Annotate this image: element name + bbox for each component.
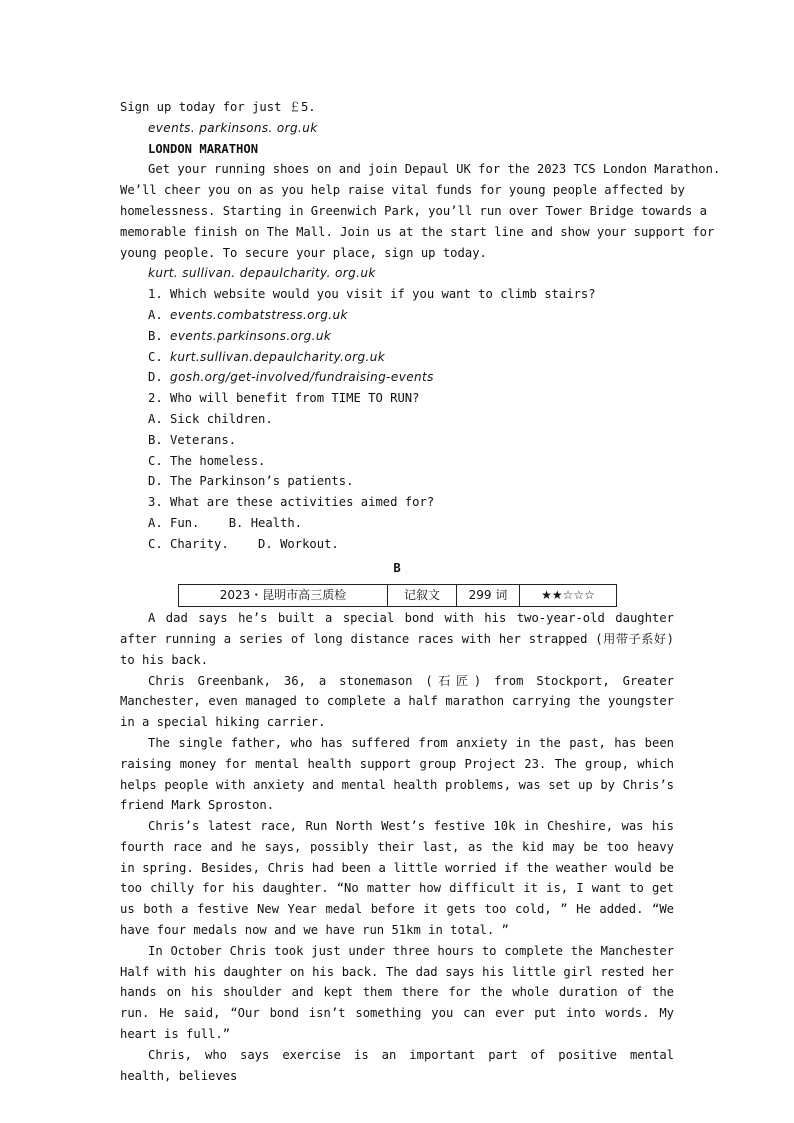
- option-letter: C.: [148, 349, 163, 364]
- option-letter: A.: [148, 307, 163, 322]
- passage-paragraph-6: Chris, who says exercise is an important part of positive mental health, believes: [120, 1047, 674, 1083]
- passage-source: 2023・昆明市高三质检: [179, 585, 388, 607]
- signup-line: Sign up today for just ￡5.: [120, 100, 316, 114]
- passage-word-count: 299 词: [457, 585, 520, 607]
- passage-difficulty-stars: ★★☆☆☆: [520, 585, 617, 607]
- option-letter: B.: [148, 328, 163, 343]
- question-1: 1. Which website would you visit if you want to climb stairs?: [148, 287, 596, 302]
- signup-url: events. parkinsons. org.uk: [148, 120, 318, 135]
- option-text: events.parkinsons.org.uk: [170, 328, 332, 343]
- passage-paragraph-3: The single father, who has suffered from anxiety in the past, has been raising money for mental health support group Project 23. The group, which helps people with anxiety and mental health problems, was set up by Chris’s friend Mark Sproston.: [120, 735, 674, 813]
- option-letter: D.: [148, 370, 163, 385]
- passage-genre: 记叙文: [388, 585, 457, 607]
- q2-option-b: B. Veterans.: [148, 432, 237, 447]
- passage-paragraph-2: Chris Greenbank, 36, a stonemason (石匠) from Stockport, Greater Manchester, even managed to complete a half marathon carrying the youngster in a special hiking carrier.: [120, 673, 674, 730]
- q1-option-d: [120, 367, 674, 388]
- passage-paragraph-1: A dad says he’s built a special bond with his two-year-old daughter after running a series of long distance races with her strapped (用带子系好) to his back.: [120, 611, 674, 667]
- passage-info-row: [179, 585, 617, 607]
- document-page: [120, 97, 721, 1086]
- london-marathon-heading: LONDON MARATHON: [148, 141, 259, 156]
- passage-info-table: [178, 584, 617, 607]
- q2-option-d: D. The Parkinson’s patients.: [148, 474, 354, 489]
- q2-option-c: C. The homeless.: [148, 453, 266, 468]
- london-url: kurt. sullivan. depaulcharity. org.uk: [148, 266, 376, 281]
- passage-paragraph-5: In October Chris took just under three hours to complete the Manchester Half with his daughter on his back. The dad says his little girl rested her hands on his shoulder and kept them there for the whole duration of the run. He said, “Our bond isn’t something you can ever put into words. My heart is full.”: [120, 943, 674, 1042]
- q2-option-a: A. Sick children.: [148, 411, 273, 426]
- london-line-3: homelessness. Starting in Greenwich Park, you’ll run over Tower Bridge towards a: [120, 203, 707, 218]
- london-line-1: Get your running shoes on and join Depaul UK for the 2023 TCS London Marathon.: [148, 162, 721, 177]
- option-text: events.combatstress.org.uk: [170, 307, 348, 322]
- q3-options-row-2: C. Charity. D. Workout.: [148, 536, 339, 551]
- q1-option-a: [120, 305, 674, 326]
- q1-option-c: [120, 347, 674, 368]
- section-b-heading: B: [393, 560, 401, 575]
- question-2: 2. Who will benefit from TIME TO RUN?: [148, 391, 420, 406]
- london-line-2: We’ll cheer you on as you help raise vital funds for young people affected by: [120, 183, 685, 198]
- q1-option-b: [120, 326, 674, 347]
- london-line-5: young people. To secure your place, sign up today.: [120, 245, 487, 260]
- question-3: 3. What are these activities aimed for?: [148, 495, 435, 510]
- q3-options-row-1: A. Fun. B. Health.: [148, 515, 303, 530]
- passage-paragraph-4: Chris’s latest race, Run North West’s festive 10k in Cheshire, was his fourth race and he says, possibly their last, as the kid may be too heavy in spring. Besides, Chris had been a little worried if the weather would be too chilly for his daughter. “No matter how difficult it is, I want to get us both a festive New Year medal before it gets too cold, ” He added. “We have four medals now and we have run 51km in total. ”: [120, 819, 674, 938]
- option-text: kurt.sullivan.depaulcharity.org.uk: [170, 349, 386, 364]
- option-text: gosh.org/get-involved/fundraising-events: [170, 370, 434, 385]
- london-line-4: memorable finish on The Mall. Join us at the start line and show your support for: [120, 224, 715, 239]
